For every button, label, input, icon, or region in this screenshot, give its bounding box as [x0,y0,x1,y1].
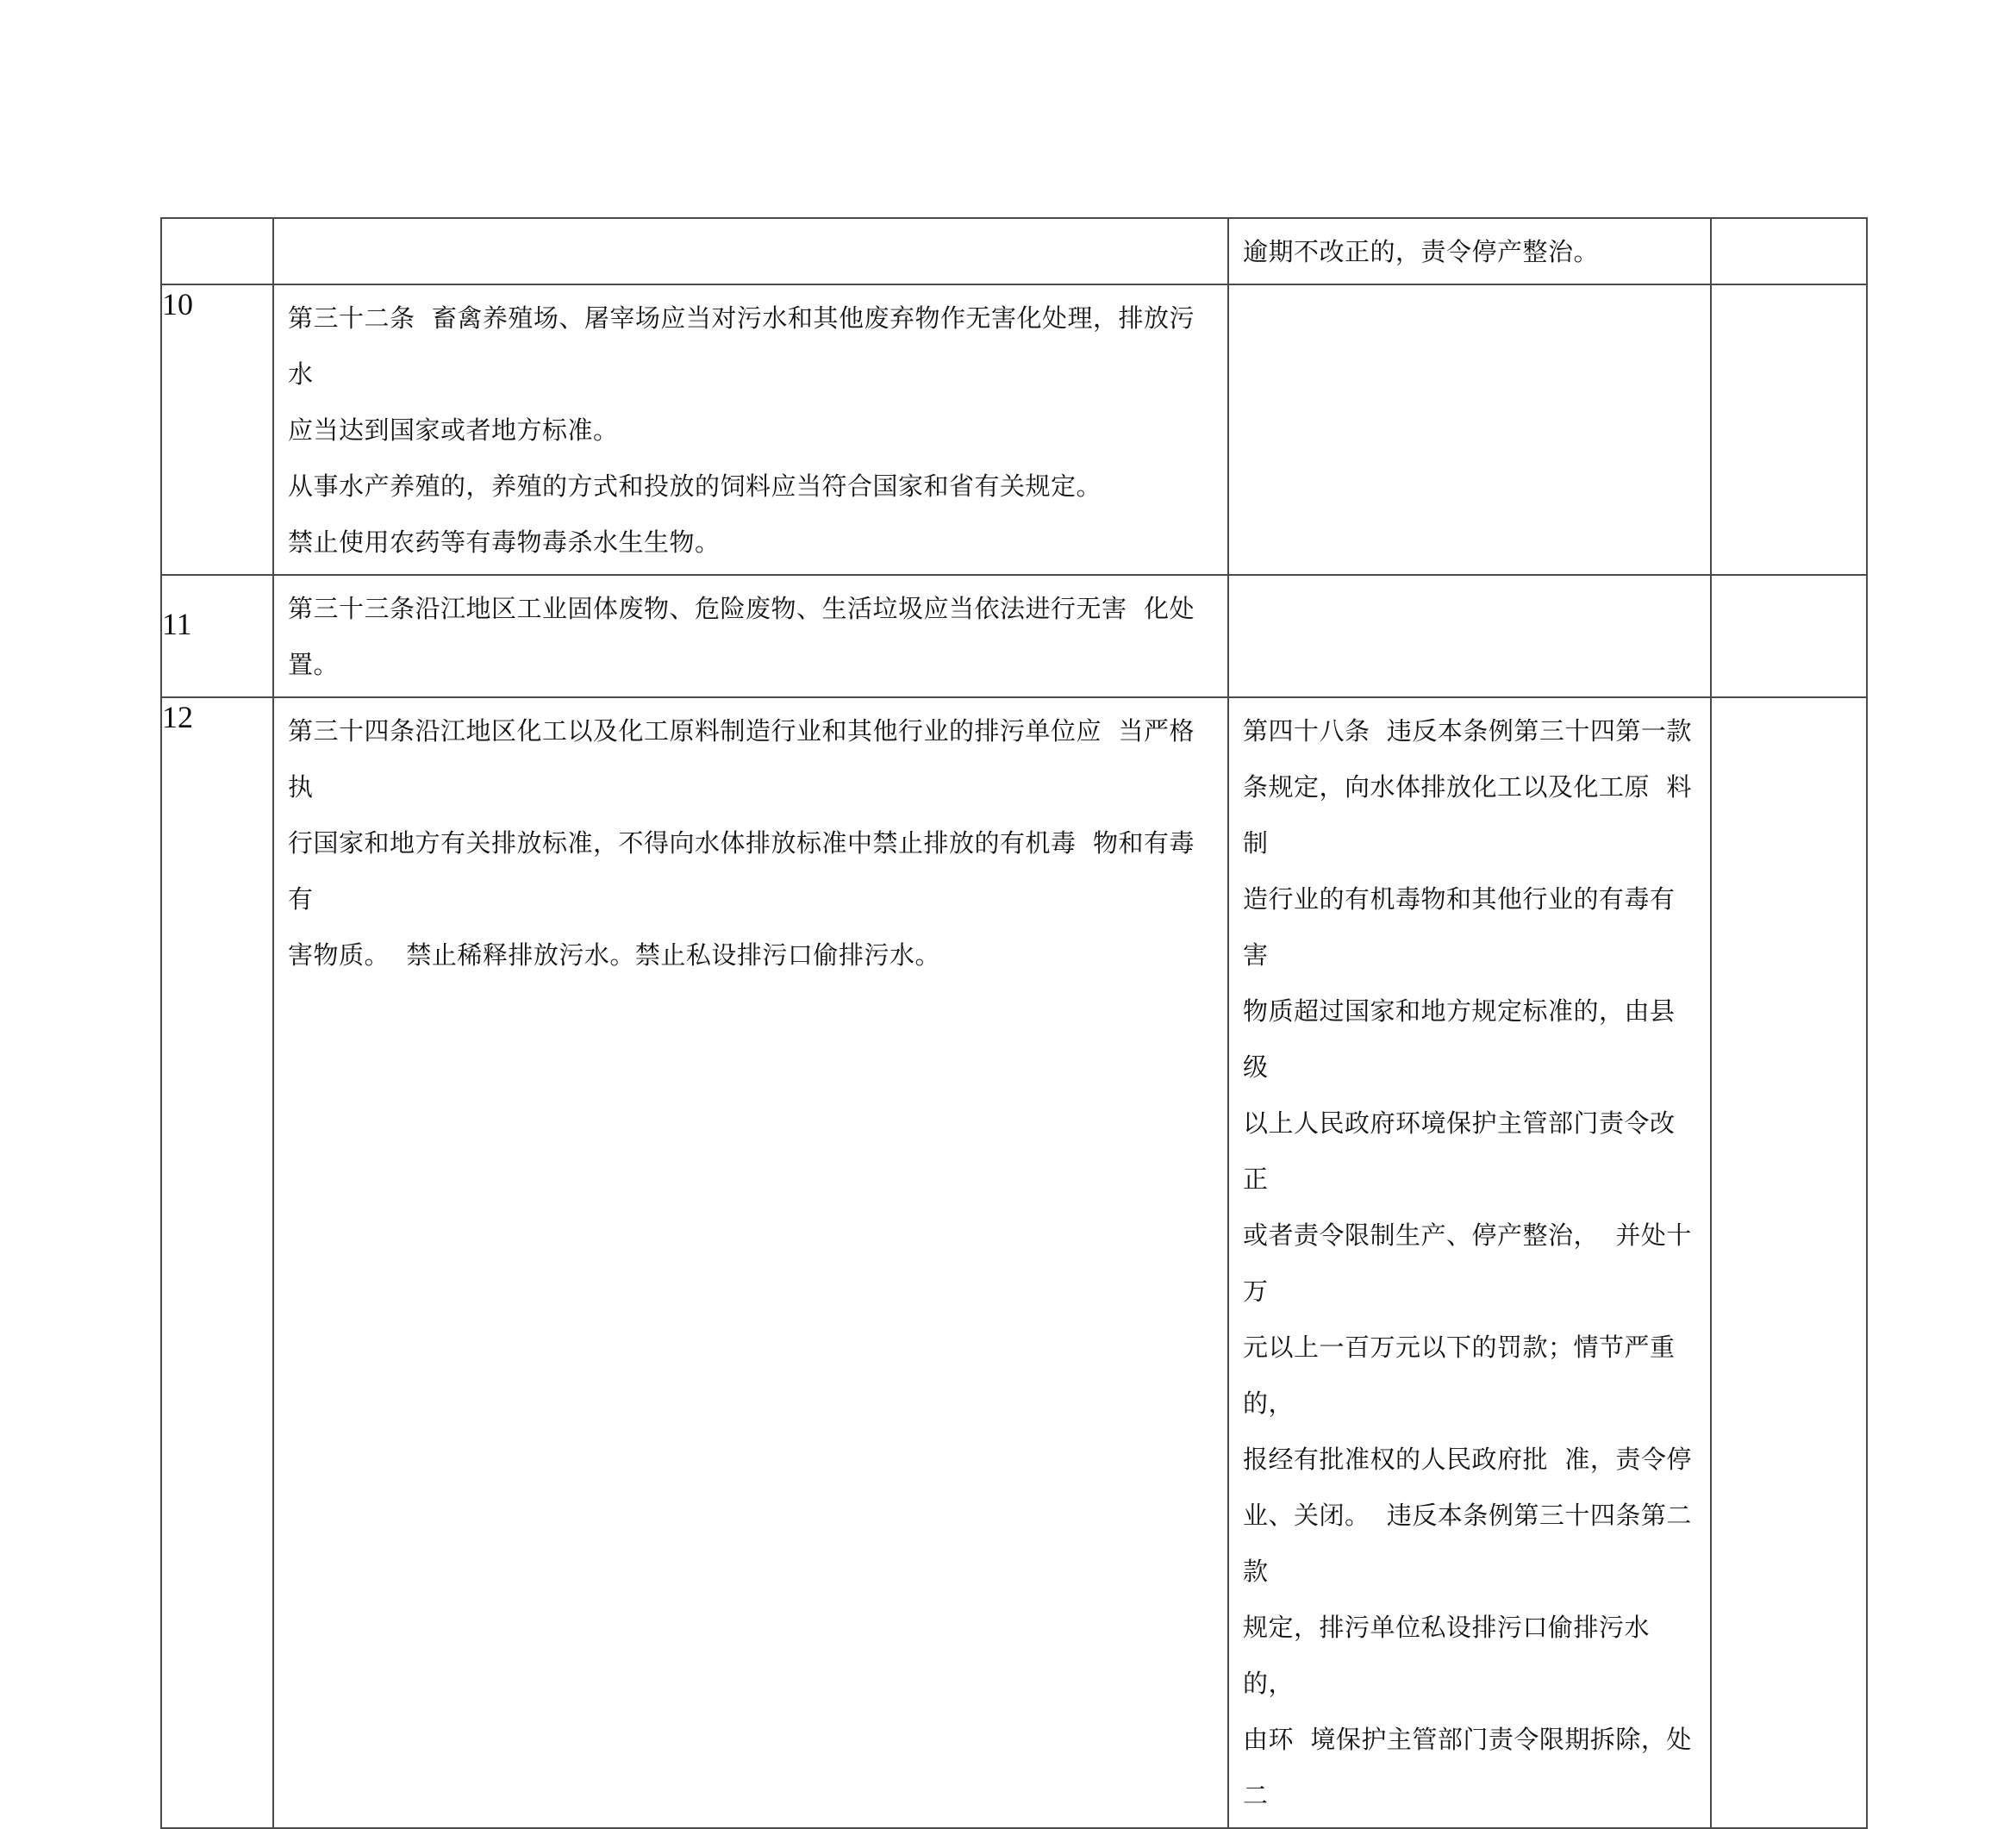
penalty-cell [1228,697,1711,1828]
provision-line: 应当达到国家或者地方标准。 [288,415,619,445]
penalty-cell [1228,218,1711,284]
penalty-line: 造行业的有机毒物和其他行业的有毒有害 [1243,884,1676,970]
provision-cell [273,218,1228,284]
penalty-cell [1228,284,1711,575]
penalty-line: 元以上一百万元以下的罚款；情节严重的， [1243,1333,1676,1418]
penalty-line: 由环 境保护主管部门责令限期拆除，处二 [1243,1725,1692,1810]
row-number-cell [161,218,273,284]
penalty-cell [1228,575,1711,697]
row-number-cell: 12 [161,697,273,1828]
penalty-line: 以上人民政府环境保护主管部门责令改正 [1243,1108,1676,1194]
provision-line: 从事水产养殖的，养殖的方式和投放的饲料应当符合国家和省有关规定。 [288,471,1102,501]
provision-cell [273,284,1228,575]
penalty-line: 规定，排污单位私设排污口偷排污水的， [1243,1613,1651,1698]
provision-line: 禁止使用农药等有毒物毒杀水生生物。 [288,527,721,557]
penalty-line: 第四十八条 违反本条例第三十四第一款 [1243,716,1692,746]
row-number-cell: 10 [161,284,273,575]
regulation-table [160,217,1868,1829]
note-cell [1711,284,1867,575]
note-cell [1711,575,1867,697]
table-row [161,575,1867,697]
table-row [161,697,1867,1828]
provision-cell [273,697,1228,1828]
penalty-line: 物质超过国家和地方规定标准的，由县级 [1243,996,1676,1082]
provision-line: 害物质。 禁止稀释排放污水。禁止私设排污口偷排污水。 [288,940,940,970]
penalty-line: 条规定，向水体排放化工以及化工原 料制 [1243,772,1692,858]
penalty-line: 报经有批准权的人民政府批 准，责令停 [1243,1445,1692,1474]
penalty-line: 逾期不改正的，责令停产整治。 [1243,237,1600,266]
row-number-cell: 11 [161,575,273,697]
note-cell [1711,697,1867,1828]
penalty-line: 业、关闭。 违反本条例第三十四条第二款 [1243,1501,1692,1586]
provision-line: 第三十三条沿江地区工业固体废物、危险废物、生活垃圾应当依法进行无害 化处置。 [288,594,1195,679]
note-cell [1711,218,1867,284]
provision-cell [273,575,1228,697]
provision-line: 第三十二条 畜禽养殖场、屠宰场应当对污水和其他废弃物作无害化处理，排放污水 [288,303,1195,389]
table-row [161,218,1867,284]
table-row [161,284,1867,575]
provision-line: 行国家和地方有关排放标准，不得向水体排放标准中禁止排放的有机毒 物和有毒有 [288,828,1195,914]
penalty-line: 或者责令限制生产、停产整治， 并处十万 [1243,1220,1692,1306]
provision-line: 第三十四条沿江地区化工以及化工原料制造行业和其他行业的排污单位应 当严格执 [288,716,1195,802]
